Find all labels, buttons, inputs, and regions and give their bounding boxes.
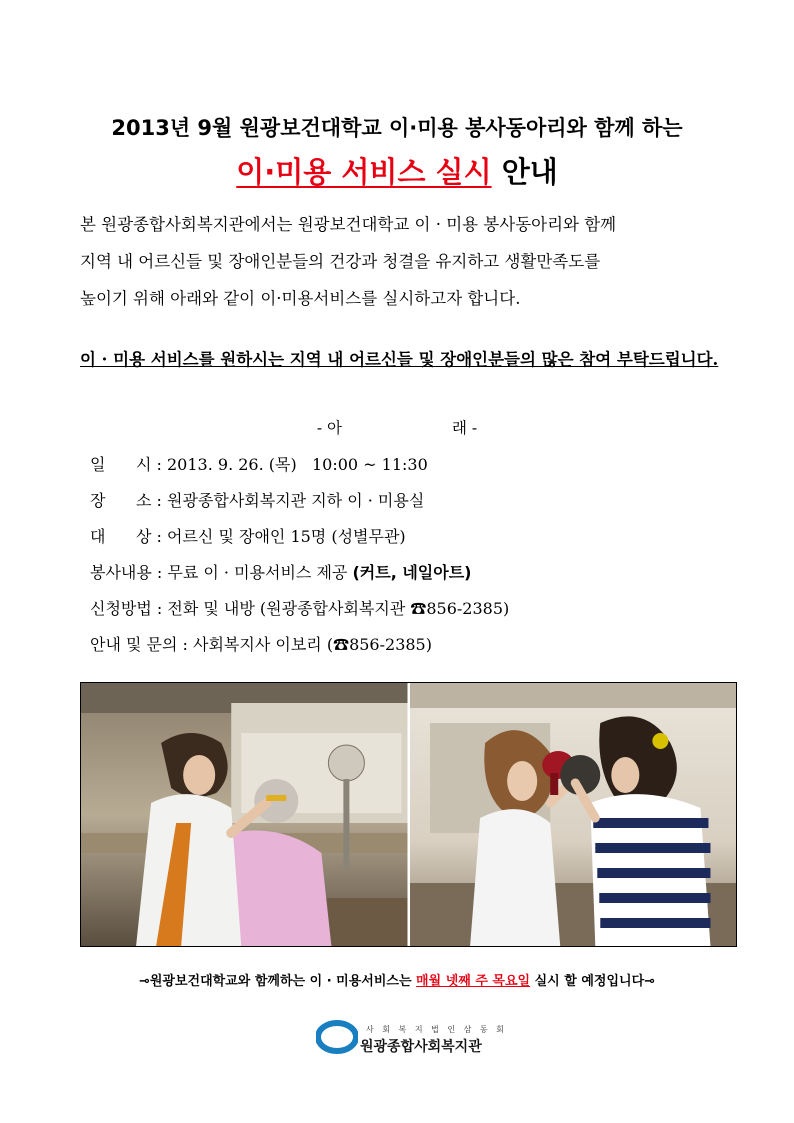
- intro-line: 지역 내 어르신들 및 장애인분들의 건강과 청결을 유지하고 생활만족도를: [80, 252, 601, 271]
- schedule-note-post: 실시 할 예정입니다⊸: [530, 974, 656, 989]
- detail-row-target: [90, 524, 509, 560]
- intro-paragraph: [80, 206, 736, 317]
- detail-label: 봉사내용 :: [90, 563, 168, 582]
- participation-request: 이 · 미용 서비스를 원하시는 지역 내 어르신들 및 장애인분들의 많은 참여 부탁드립니다.: [80, 350, 719, 369]
- detail-value: 원광종합사회복지관 지하 이 · 미용실: [167, 491, 425, 510]
- detail-value: 전화 및 내방 (원광종합사회복지관 ☎856-2385): [167, 599, 510, 618]
- event-details: [90, 452, 509, 668]
- detail-value: 사회복지사 이보리 (☎856-2385): [193, 635, 432, 654]
- detail-label: 신청방법 :: [90, 599, 168, 618]
- detail-row-apply: [90, 596, 509, 632]
- intro-line: 본 원광종합사회복지관에서는 원광보건대학교 이 · 미용 봉사동아리와 함께: [80, 215, 617, 234]
- detail-value-bold: (커트, 네일아트): [352, 563, 472, 582]
- detail-label: 장 소 :: [90, 491, 167, 510]
- main-title-red: 이·미용 서비스 실시: [236, 155, 492, 189]
- detail-value: 2013. 9. 26. (목) 10:00 ~ 11:30: [167, 455, 428, 474]
- haircut-photo-illustration: [81, 683, 408, 946]
- detail-label: 일 시 :: [90, 455, 167, 474]
- ahrae-right: 래 -: [452, 419, 478, 437]
- section-heading-ahrae: [0, 416, 794, 438]
- detail-value: 무료 이 · 미용서비스 제공: [167, 563, 353, 582]
- detail-label: 대 상 :: [90, 527, 167, 546]
- organization-logo: [316, 1012, 536, 1062]
- main-title-suffix: 안내: [491, 155, 558, 189]
- blowdry-photo-illustration: [410, 683, 737, 946]
- main-title: [0, 150, 794, 191]
- title-line-1: 2013년 9월 원광보건대학교 이·미용 봉사동아리와 함께 하는: [111, 116, 683, 140]
- photo-strip: [80, 682, 737, 947]
- ahrae-left: - 아: [316, 419, 342, 437]
- logo-ring-icon: [316, 1016, 358, 1058]
- photo-blowdry: [408, 683, 737, 946]
- photo-haircut: [81, 683, 408, 946]
- detail-value: 어르신 및 장애인 15명 (성별무관): [167, 527, 406, 546]
- logo-name: 원광종합사회복지관: [360, 1039, 482, 1055]
- detail-row-date: [90, 452, 509, 488]
- detail-row-place: [90, 488, 509, 524]
- intro-line: 높이기 위해 아래와 같이 이·미용서비스를 실시하고자 합니다.: [80, 289, 521, 308]
- detail-row-content: [90, 560, 509, 596]
- schedule-note-highlight: 매월 넷째 주 목요일: [416, 974, 531, 989]
- detail-label: 안내 및 문의 :: [90, 635, 194, 654]
- logo-tagline: 사 회 복 지 법 인 삼 동 회: [366, 1025, 507, 1034]
- schedule-note: [0, 970, 794, 989]
- schedule-note-pre: ⊸원광보건대학교와 함께하는 이 · 미용서비스는: [138, 974, 417, 989]
- detail-row-contact: [90, 632, 509, 668]
